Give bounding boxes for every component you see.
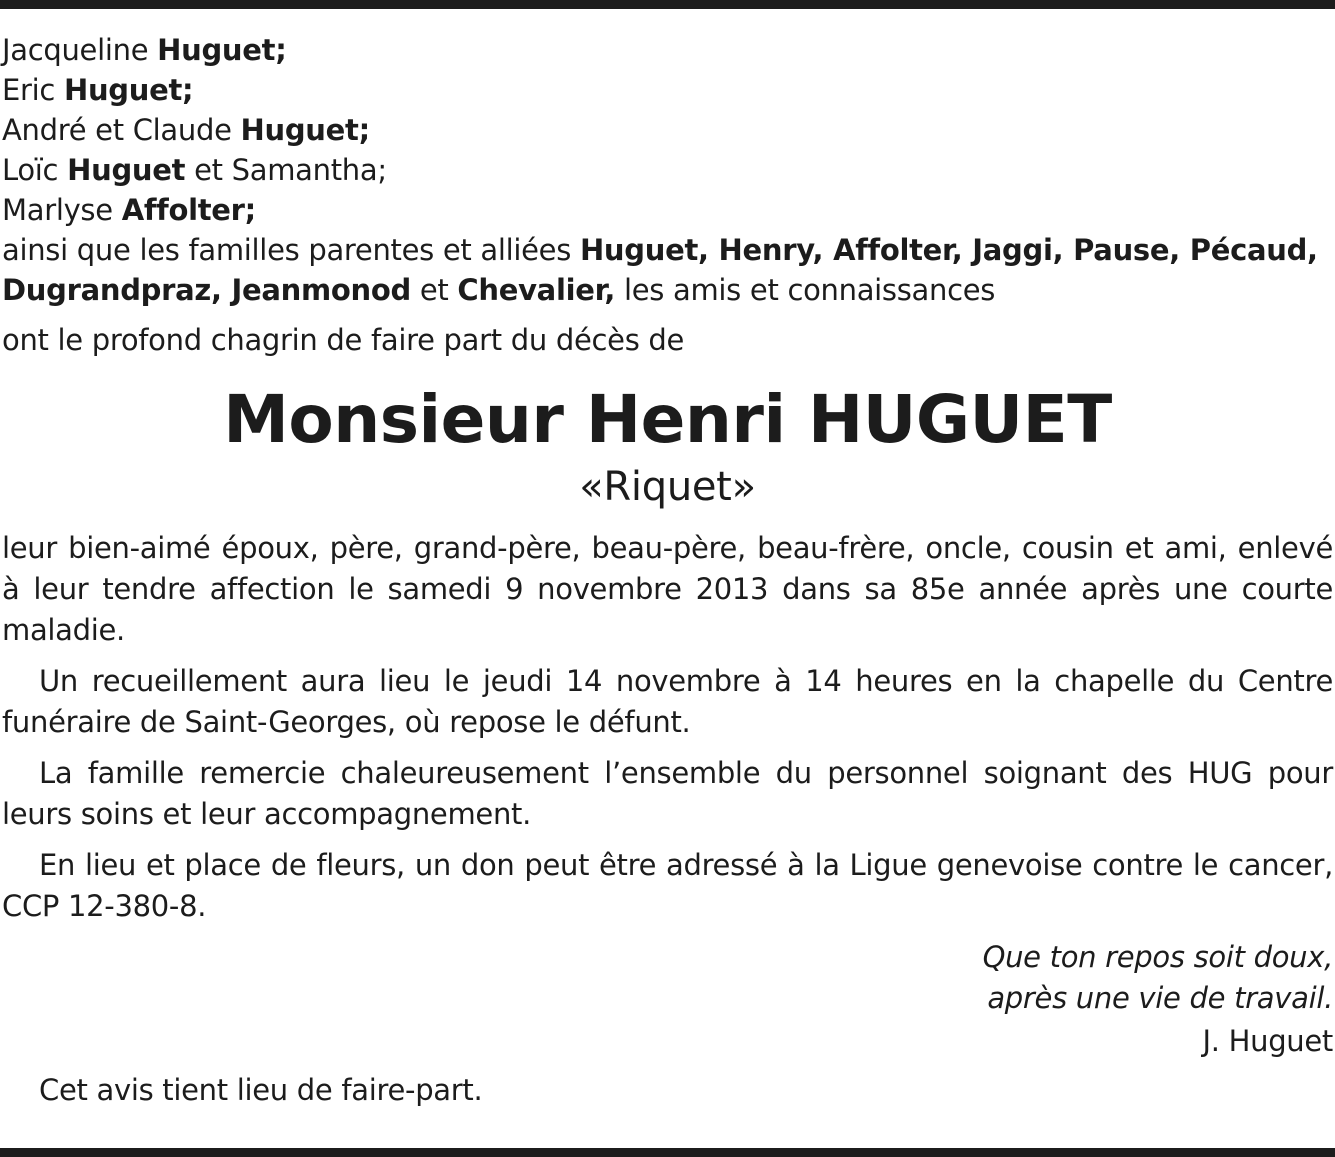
bio-paragraph: leur bien-aimé époux, père, grand-père, beau-père, beau-frère, oncle, cousin et ami, enlevé à leur tendre affection le samedi 9 novembre 2013 dans sa 85e année après une courte maladie.: [2, 531, 1333, 647]
footer-note: Cet avis tient lieu de faire-part.: [39, 1073, 483, 1107]
relatives-tail: les amis et connaissances: [615, 273, 996, 307]
family-first-name: Loïc: [2, 153, 68, 187]
donation-paragraph: En lieu et place de fleurs, un don peut être adressé à la Ligue genevoise contre le cancer, CCP 12-380-8.: [2, 848, 1333, 923]
relatives-line-1: [2, 230, 1333, 270]
relatives-names: Huguet, Henry, Affolter, Jaggi, Pause, Pécaud,: [579, 233, 1318, 267]
epitaph: [2, 937, 1333, 1019]
relatives-conjunction: et: [410, 273, 458, 307]
family-line: [2, 110, 1333, 150]
family-surname: Huguet;: [240, 113, 370, 147]
relatives-intro: ainsi que les familles parentes et alliées: [2, 233, 580, 267]
ceremony-paragraph: Un recueillement aura lieu le jeudi 14 novembre à 14 heures en la chapelle du Centre funéraire de Saint-Georges, où repose le défunt.: [2, 664, 1333, 739]
epitaph-line: après une vie de travail.: [987, 981, 1333, 1015]
family-surname: Affolter;: [121, 193, 256, 227]
thanks-paragraph: La famille remercie chaleureusement l’ensemble du personnel soignant des HUG pour leurs soins et leur accompagnement.: [2, 756, 1333, 831]
announcement: ont le profond chagrin de faire part du décès de: [2, 323, 685, 357]
top-rule: [0, 0, 1335, 9]
family-first-name: Jacqueline: [2, 33, 158, 67]
family-surname: Huguet;: [157, 33, 287, 67]
signature: J. Huguet: [1202, 1024, 1333, 1058]
family-first-name: André et Claude: [2, 113, 241, 147]
family-first-name: Marlyse: [2, 193, 122, 227]
family-list: [2, 30, 1333, 310]
family-surname: Huguet;: [63, 73, 194, 107]
family-first-name: Eric: [2, 73, 64, 107]
deceased-nickname: «Riquet»: [579, 464, 756, 510]
family-line: [2, 30, 1333, 70]
family-line: [2, 190, 1333, 230]
family-line: [2, 70, 1333, 110]
epitaph-line: Que ton repos soit doux,: [982, 940, 1333, 974]
death-notice: [2, 30, 1333, 1111]
family-surname: Huguet: [67, 153, 186, 187]
bottom-rule: [0, 1148, 1335, 1157]
relatives-line-2: [2, 270, 1333, 310]
relatives-names: Dugrandpraz, Jeanmonod: [2, 273, 411, 307]
family-suffix: et Samantha;: [185, 153, 387, 187]
deceased-name: Monsieur Henri HUGUET: [223, 381, 1112, 458]
family-line: [2, 150, 1333, 190]
relatives-last-name: Chevalier,: [457, 273, 616, 307]
